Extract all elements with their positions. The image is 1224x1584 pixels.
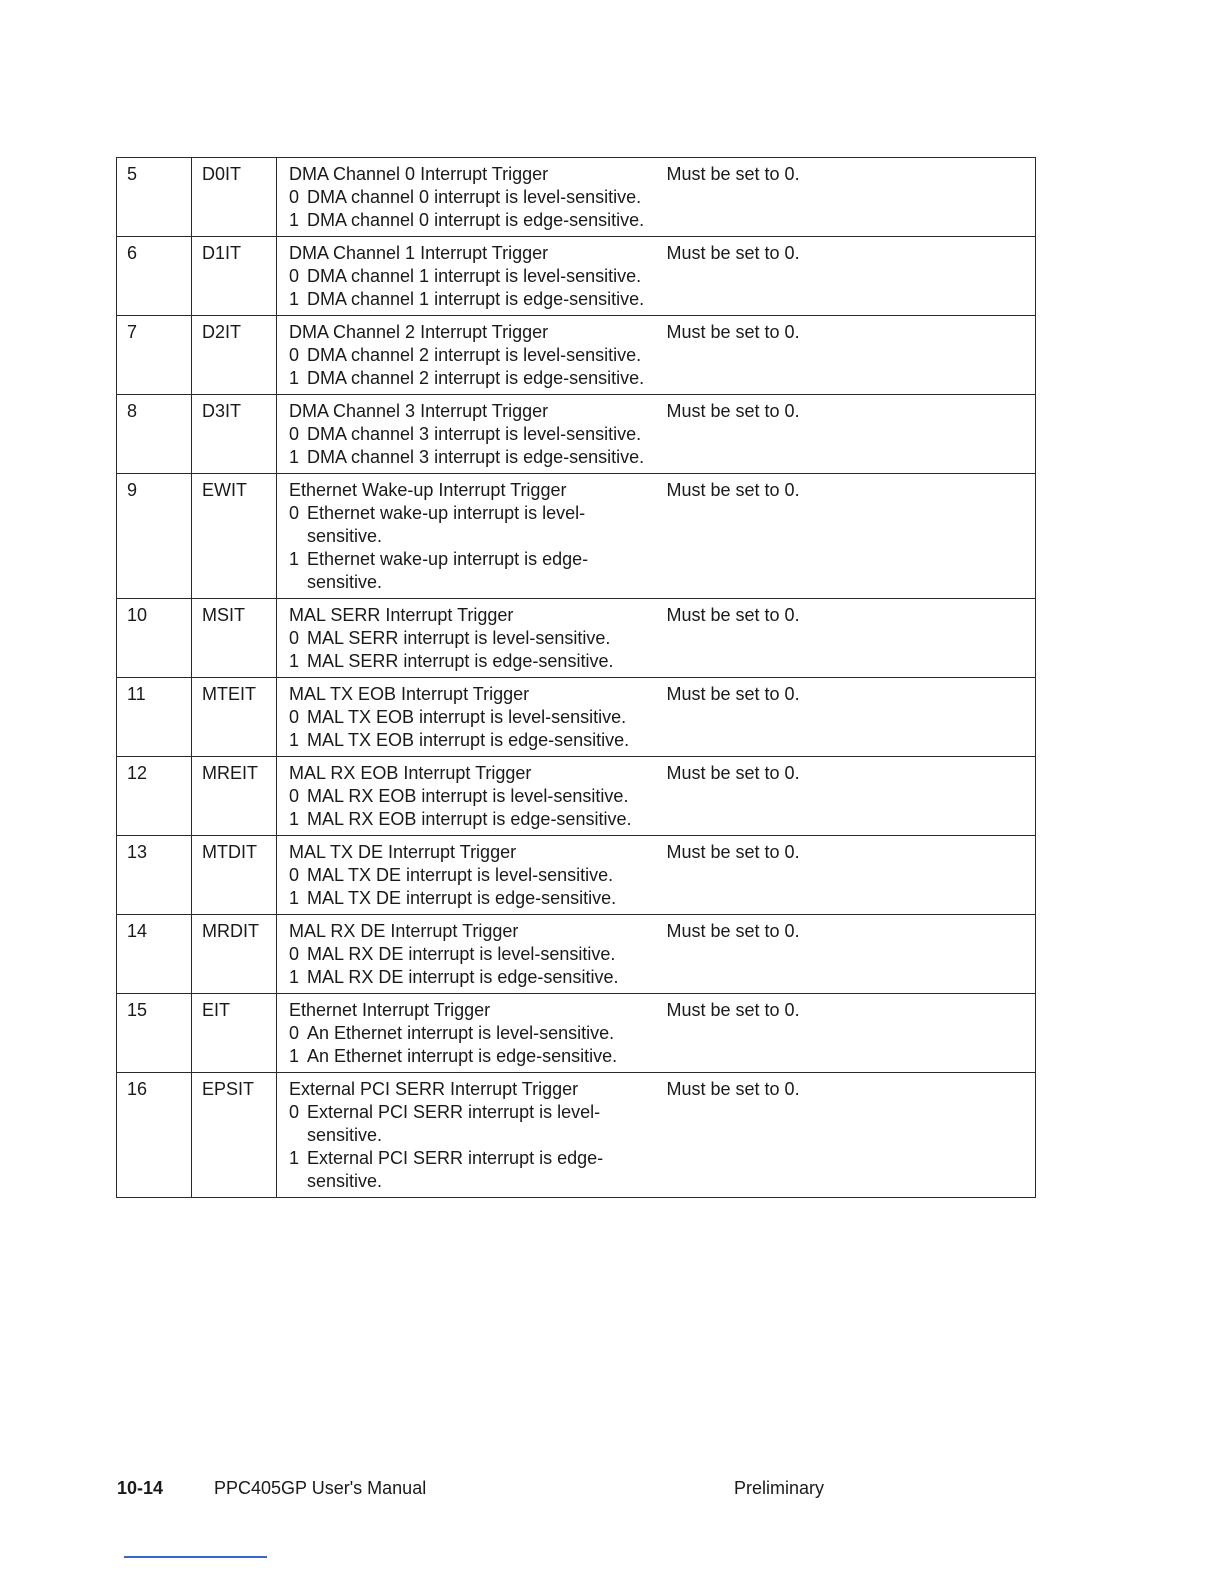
option-value: 0 <box>289 345 300 365</box>
description-title: Ethernet Interrupt Trigger <box>289 1000 491 1020</box>
option-value: 0 <box>289 707 300 727</box>
table-row <box>117 1073 1036 1198</box>
option-text: An Ethernet interrupt is edge-sensitive. <box>307 1046 618 1066</box>
option-value: 0 <box>289 1023 300 1043</box>
bit-number-cell: 15 <box>117 994 192 1073</box>
notes-cell: Must be set to 0. <box>657 474 1036 599</box>
notes-cell: Must be set to 0. <box>657 678 1036 757</box>
table-row <box>117 158 1036 237</box>
option-value: 1 <box>289 447 300 467</box>
option-text: DMA channel 2 interrupt is edge-sensitive. <box>307 368 645 388</box>
description-cell <box>277 395 657 474</box>
description-title: Ethernet Wake-up Interrupt Trigger <box>289 480 567 500</box>
field-name-cell: MRDIT <box>192 915 277 994</box>
description-title: MAL SERR Interrupt Trigger <box>289 605 514 625</box>
bit-number-cell: 13 <box>117 836 192 915</box>
option-text: Ethernet wake-up interrupt is edge-sensitive. <box>307 549 589 592</box>
option-text: DMA channel 1 interrupt is level-sensitive. <box>307 266 642 286</box>
bit-number-cell: 16 <box>117 1073 192 1198</box>
description-title: DMA Channel 0 Interrupt Trigger <box>289 164 549 184</box>
option-line <box>289 1045 647 1068</box>
option-line <box>289 548 647 594</box>
option-value: 1 <box>289 809 300 829</box>
option-value: 1 <box>289 888 300 908</box>
option-value: 1 <box>289 1046 300 1066</box>
description-title: MAL TX EOB Interrupt Trigger <box>289 684 530 704</box>
notes-cell: Must be set to 0. <box>657 1073 1036 1198</box>
option-text: An Ethernet interrupt is level-sensitive. <box>307 1023 615 1043</box>
option-text: MAL SERR interrupt is edge-sensitive. <box>307 651 614 671</box>
option-line <box>289 627 647 650</box>
option-line <box>289 887 647 910</box>
bit-number-cell: 6 <box>117 237 192 316</box>
description-cell <box>277 599 657 678</box>
option-value: 0 <box>289 865 300 885</box>
option-value: 0 <box>289 187 300 207</box>
description-cell <box>277 994 657 1073</box>
option-line <box>289 1022 647 1045</box>
field-name-cell: EIT <box>192 994 277 1073</box>
field-name-cell: MTEIT <box>192 678 277 757</box>
bit-number-cell: 7 <box>117 316 192 395</box>
table-row <box>117 599 1036 678</box>
description-cell <box>277 237 657 316</box>
notes-cell: Must be set to 0. <box>657 158 1036 237</box>
option-text: DMA channel 0 interrupt is edge-sensitive. <box>307 210 645 230</box>
field-name-cell: MTDIT <box>192 836 277 915</box>
field-name-cell: EPSIT <box>192 1073 277 1198</box>
field-name-cell: MREIT <box>192 757 277 836</box>
description-title: DMA Channel 3 Interrupt Trigger <box>289 401 549 421</box>
notes-cell: Must be set to 0. <box>657 395 1036 474</box>
option-line <box>289 502 647 548</box>
option-line <box>289 344 647 367</box>
option-text: MAL RX DE interrupt is edge-sensitive. <box>307 967 619 987</box>
description-cell <box>277 1073 657 1198</box>
option-value: 1 <box>289 289 300 309</box>
option-value: 1 <box>289 210 300 230</box>
bit-number-cell: 8 <box>117 395 192 474</box>
option-value: 0 <box>289 628 300 648</box>
table-row <box>117 836 1036 915</box>
bit-number-cell: 9 <box>117 474 192 599</box>
option-line <box>289 209 647 232</box>
option-value: 0 <box>289 266 300 286</box>
field-name-cell: MSIT <box>192 599 277 678</box>
option-text: DMA channel 3 interrupt is edge-sensitive. <box>307 447 645 467</box>
option-line <box>289 706 647 729</box>
option-line <box>289 1101 647 1147</box>
option-text: MAL TX EOB interrupt is edge-sensitive. <box>307 730 630 750</box>
table-row <box>117 678 1036 757</box>
option-text: DMA channel 1 interrupt is edge-sensitive. <box>307 289 645 309</box>
option-value: 1 <box>289 549 300 569</box>
option-line <box>289 785 647 808</box>
bit-number-cell: 5 <box>117 158 192 237</box>
bottom-rule <box>124 1556 267 1558</box>
option-text: MAL RX EOB interrupt is level-sensitive. <box>307 786 629 806</box>
option-text: External PCI SERR interrupt is edge-sensitive. <box>307 1148 604 1191</box>
field-name-cell: D2IT <box>192 316 277 395</box>
option-line <box>289 423 647 446</box>
option-line <box>289 966 647 989</box>
option-line <box>289 367 647 390</box>
notes-cell: Must be set to 0. <box>657 836 1036 915</box>
notes-cell: Must be set to 0. <box>657 237 1036 316</box>
description-title: MAL RX DE Interrupt Trigger <box>289 921 519 941</box>
option-value: 0 <box>289 1102 300 1122</box>
description-cell <box>277 158 657 237</box>
option-text: External PCI SERR interrupt is level-sensitive. <box>307 1102 601 1145</box>
bit-number-cell: 14 <box>117 915 192 994</box>
option-text: MAL SERR interrupt is level-sensitive. <box>307 628 611 648</box>
table-row <box>117 915 1036 994</box>
description-cell <box>277 757 657 836</box>
option-line <box>289 1147 647 1193</box>
option-line <box>289 650 647 673</box>
description-cell <box>277 915 657 994</box>
notes-cell: Must be set to 0. <box>657 994 1036 1073</box>
description-title: DMA Channel 2 Interrupt Trigger <box>289 322 549 342</box>
option-value: 0 <box>289 503 300 523</box>
notes-cell: Must be set to 0. <box>657 757 1036 836</box>
bit-number-cell: 12 <box>117 757 192 836</box>
option-value: 1 <box>289 967 300 987</box>
option-line <box>289 265 647 288</box>
description-cell <box>277 836 657 915</box>
notes-cell: Must be set to 0. <box>657 915 1036 994</box>
notes-cell: Must be set to 0. <box>657 316 1036 395</box>
option-value: 0 <box>289 944 300 964</box>
option-text: DMA channel 0 interrupt is level-sensitive. <box>307 187 642 207</box>
table-row <box>117 237 1036 316</box>
option-text: DMA channel 3 interrupt is level-sensitive. <box>307 424 642 444</box>
description-title: MAL TX DE Interrupt Trigger <box>289 842 517 862</box>
option-line <box>289 808 647 831</box>
table-row <box>117 395 1036 474</box>
option-value: 0 <box>289 424 300 444</box>
option-text: Ethernet wake-up interrupt is level-sensitive. <box>307 503 586 546</box>
field-name-cell: D3IT <box>192 395 277 474</box>
option-text: MAL TX DE interrupt is level-sensitive. <box>307 865 614 885</box>
option-text: MAL RX DE interrupt is level-sensitive. <box>307 944 616 964</box>
bit-number-cell: 10 <box>117 599 192 678</box>
description-cell <box>277 678 657 757</box>
table-row <box>117 474 1036 599</box>
description-title: External PCI SERR Interrupt Trigger <box>289 1079 579 1099</box>
description-cell <box>277 316 657 395</box>
field-name-cell: D1IT <box>192 237 277 316</box>
register-bit-table <box>116 157 1036 1198</box>
option-line <box>289 729 647 752</box>
option-text: MAL RX EOB interrupt is edge-sensitive. <box>307 809 632 829</box>
notes-cell: Must be set to 0. <box>657 599 1036 678</box>
option-value: 1 <box>289 1148 300 1168</box>
table-row <box>117 994 1036 1073</box>
option-value: 1 <box>289 651 300 671</box>
option-value: 1 <box>289 730 300 750</box>
field-name-cell: EWIT <box>192 474 277 599</box>
option-value: 0 <box>289 786 300 806</box>
description-title: MAL RX EOB Interrupt Trigger <box>289 763 532 783</box>
manual-title: PPC405GP User's Manual <box>214 1478 427 1498</box>
option-value: 1 <box>289 368 300 388</box>
description-cell <box>277 474 657 599</box>
option-line <box>289 864 647 887</box>
option-line <box>289 446 647 469</box>
option-text: DMA channel 2 interrupt is level-sensitive. <box>307 345 642 365</box>
register-bit-table-body <box>117 158 1036 1198</box>
option-text: MAL TX EOB interrupt is level-sensitive. <box>307 707 627 727</box>
option-text: MAL TX DE interrupt is edge-sensitive. <box>307 888 617 908</box>
description-title: DMA Channel 1 Interrupt Trigger <box>289 243 549 263</box>
document-status: Preliminary <box>734 1478 825 1498</box>
bit-number-cell: 11 <box>117 678 192 757</box>
table-row <box>117 757 1036 836</box>
field-name-cell: D0IT <box>192 158 277 237</box>
option-line <box>289 943 647 966</box>
option-line <box>289 186 647 209</box>
table-row <box>117 316 1036 395</box>
page-number: 10-14 <box>117 1478 164 1498</box>
option-line <box>289 288 647 311</box>
